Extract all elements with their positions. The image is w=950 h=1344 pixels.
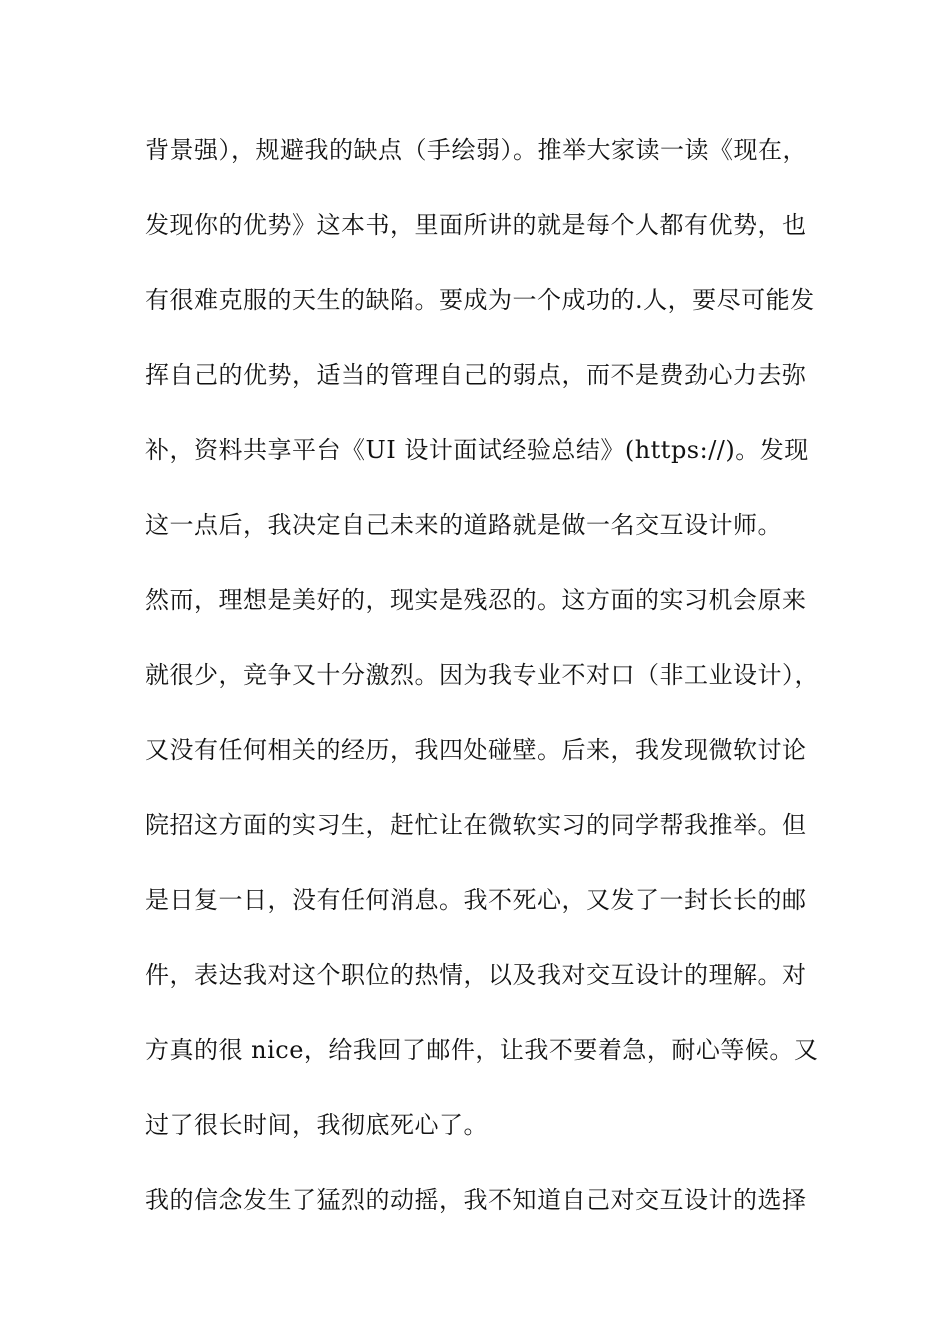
- paragraph-line: 院招这方面的实习生，赶忙让在微软实习的同学帮我推举。但: [145, 811, 807, 839]
- paragraph-line: 然而，理想是美好的，现实是残忍的。这方面的实习机会原来: [145, 586, 807, 614]
- paragraph-line: 件，表达我对这个职位的热情，以及我对交互设计的理解。对: [145, 961, 807, 989]
- paragraph-line: 就很少，竞争又十分激烈。因为我专业不对口（非工业设计），: [145, 661, 819, 689]
- paragraph-line: 过了很长时间，我彻底死心了。: [145, 1111, 488, 1139]
- paragraph-line: 我的信念发生了猛烈的动摇，我不知道自己对交互设计的选择: [145, 1186, 807, 1214]
- paragraph-line: 是日复一日，没有任何消息。我不死心，又发了一封长长的邮: [145, 886, 807, 914]
- paragraph-line: 挥自己的优势，适当的管理自己的弱点，而不是费劲心力去弥: [145, 361, 807, 389]
- paragraph-line: 有很难克服的天生的缺陷。要成为一个成功的.人，要尽可能发: [145, 286, 815, 314]
- paragraph-line: 这一点后，我决定自己未来的道路就是做一名交互设计师。: [145, 511, 782, 539]
- paragraph-line: 发现你的优势》这本书，里面所讲的就是每个人都有优势，也: [145, 211, 807, 239]
- paragraph-line: 补，资料共享平台《UI 设计面试经验总结》(https://)。发现: [145, 436, 809, 464]
- paragraph-line: 又没有任何相关的经历，我四处碰壁。后来，我发现微软讨论: [145, 736, 807, 764]
- paragraph-line: 方真的很 nice，给我回了邮件，让我不要着急，耐心等候。又: [145, 1036, 819, 1064]
- paragraph-line: 背景强），规避我的缺点（手绘弱）。推举大家读一读《现在，: [145, 136, 807, 164]
